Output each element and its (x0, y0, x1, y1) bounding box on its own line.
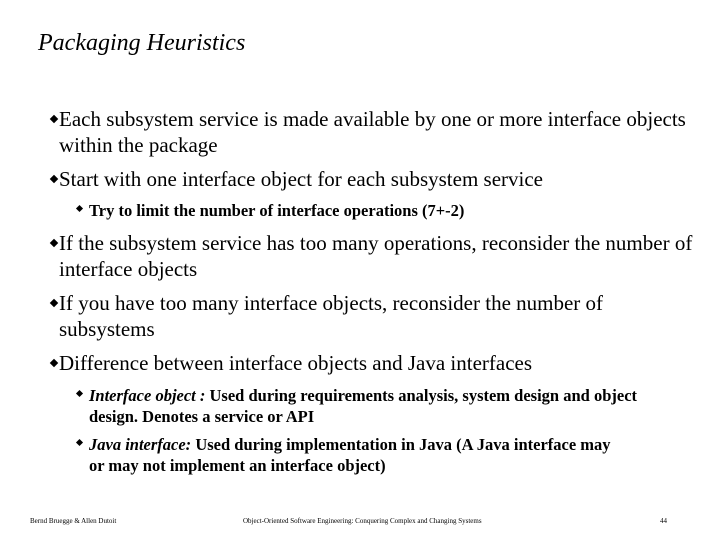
sub-bullet-1 (89, 200, 689, 221)
diamond-bullet-icon (50, 299, 58, 307)
bullet-text: Each subsystem service is made available by one or more interface objects within the package (59, 107, 686, 157)
bullet-text: Start with one interface object for each subsystem service (59, 167, 543, 191)
sub-bullet-text: Try to limit the number of interface operations (7+-2) (89, 201, 465, 220)
sub-bullet-2 (89, 385, 669, 427)
diamond-bullet-icon (50, 115, 58, 123)
diamond-bullet-icon (50, 359, 58, 367)
term: Interface object : (89, 386, 206, 405)
bullet-text: Difference between interface objects and Java interfaces (59, 351, 533, 375)
bullet-text: If the subsystem service has too many operations, reconsider the number of interface objects (59, 231, 693, 281)
diamond-bullet-icon (50, 175, 58, 183)
bullet-5 (59, 350, 699, 376)
slide-title: Packaging Heuristics (38, 30, 246, 56)
footer-book: Object-Oriented Software Engineering: Conquering Complex and Changing Systems (243, 517, 482, 525)
page-number: 44 (660, 517, 667, 525)
footer-authors: Bernd Bruegge & Allen Dutoit (30, 517, 117, 525)
bullet-1 (59, 106, 699, 158)
diamond-bullet-icon (50, 239, 58, 247)
term: Java interface: (89, 435, 192, 454)
definition: Used during implementation in Java (A Java interface may or may not implement an interface object) (89, 435, 611, 475)
definition: Used during requirements analysis, system design and object design. Denotes a service or API (89, 386, 638, 426)
sub-bullet-3 (89, 434, 619, 476)
diamond-bullet-icon (76, 390, 83, 397)
bullet-text: If you have too many interface objects, reconsider the number of subsystems (59, 291, 604, 341)
bullet-2 (59, 166, 699, 192)
bullet-3 (59, 230, 699, 282)
diamond-bullet-icon (76, 205, 83, 212)
diamond-bullet-icon (76, 439, 83, 446)
bullet-4 (59, 290, 699, 342)
